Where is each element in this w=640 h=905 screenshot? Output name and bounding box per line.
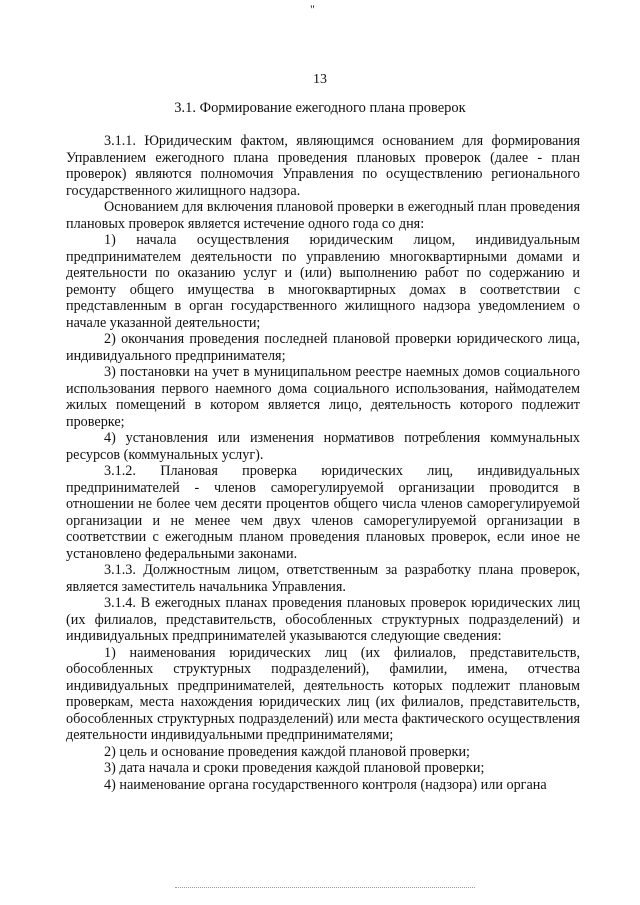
paragraph-3-1-2: 3.1.2. Плановая проверка юридических лиц, индивидуальных предпринимателей - членов саморегулируемой организации проводится в отношении не более чем десяти процентов общего числа членов саморегулируемой организации и не менее чем двух членов саморегулируемой организации в соответствии с ежегодным планом проведения плановых проверок, если иное не установлено федеральными законами. [66, 463, 580, 562]
section-title: 3.1. Формирование ежегодного плана проверок [174, 100, 466, 116]
list-item-1: 1) начала осуществления юридическим лицом, индивидуальным предпринимателем деятельности по управлению многоквартирными домами и деятельности по оказанию услуг и (или) выполнению работ по содержанию и ремонту общего имущества в многоквартирных домах в соответствии с представленным в орган государственного жилищного надзора уведомлением о начале указанной деятельности; [66, 232, 580, 331]
info-item-1: 1) наименования юридических лиц (их филиалов, представительств, обособленных структурных подразделений), фамилии, имена, отчества индивидуальных предпринимателей, деятельность которых подлежит плановым проверкам, места нахождения юридических лиц (их филиалов, представительств, обособленных структурных подразделений) или места фактического осуществления деятельности индивидуальными предпринимателями; [66, 644, 580, 743]
paragraph-basis: Основанием для включения плановой проверки в ежегодный план проведения плановых проверок является истечение одного года со дня: [66, 199, 580, 232]
paragraph-3-1-1: 3.1.1. Юридическим фактом, являющимся основанием для формирования Управлением ежегодного плана проведения плановых проверок (далее - план проверок) являются полномочия Управления по осуществлению регионального государственного жилищного надзора. [66, 133, 580, 199]
info-item-4: 4) наименование органа государственного контроля (надзора) или органа [104, 776, 547, 793]
list-item-2: 2) окончания проведения последней плановой проверки юридического лица, индивидуального предпринимателя; [66, 331, 580, 364]
document-body [66, 133, 580, 793]
footer-divider [175, 887, 475, 888]
page-number: 13 [313, 72, 327, 87]
list-item-3: 3) постановки на учет в муниципальном реестре наемных домов социального использования первого наемного дома социального использования, наймодателем жилых помещений в котором является лицо, деятельность которого подлежит проверке; [66, 364, 580, 430]
paragraph-3-1-4: 3.1.4. В ежегодных планах проведения плановых проверок юридических лиц (их филиалов, представительств, обособленных структурных подразделений) и индивидуальных предпринимателей указываются следующие сведения: [66, 595, 580, 644]
top-mark: " [310, 2, 316, 16]
paragraph-3-1-3: 3.1.3. Должностным лицом, ответственным за разработку плана проверок, является заместитель начальника Управления. [66, 562, 580, 595]
info-item-2: 2) цель и основание проведения каждой плановой проверки; [104, 743, 470, 760]
list-item-4: 4) установления или изменения нормативов потребления коммунальных ресурсов (коммунальных услуг). [66, 430, 580, 463]
info-item-3: 3) дата начала и сроки проведения каждой плановой проверки; [104, 760, 485, 776]
